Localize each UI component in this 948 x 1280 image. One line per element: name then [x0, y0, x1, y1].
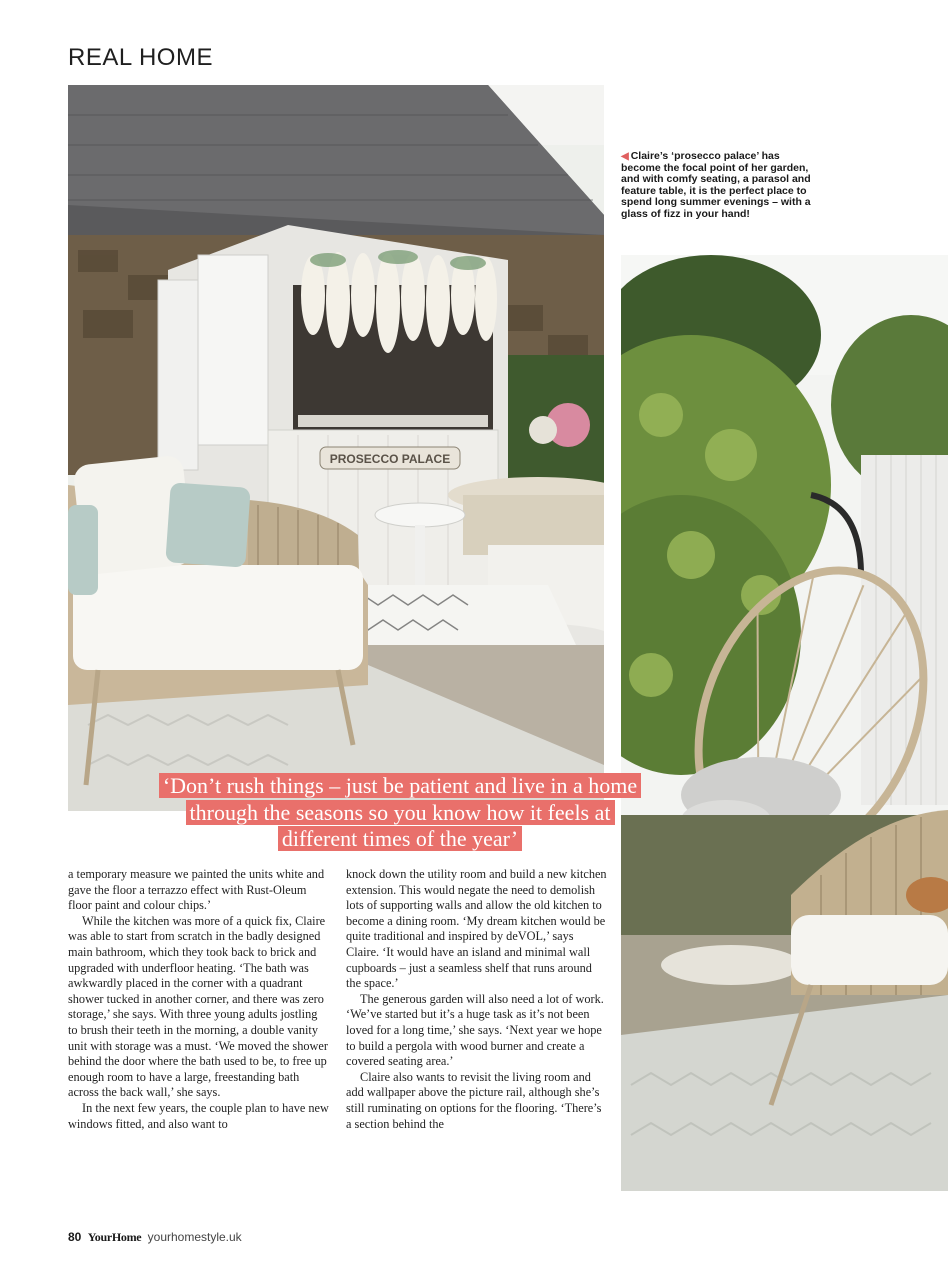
body-paragraph: a temporary measure we painted the units white and gave the floor a terrazzo effect with Rust-Oleum floor paint and colour chips.’ — [68, 867, 325, 913]
body-paragraph: Claire also wants to revisit the living room and add wallpaper above the picture rail, although she’s still ruminating on options for the flooring. ‘There’s a section behind the — [346, 1069, 602, 1131]
page-footer — [68, 1230, 242, 1245]
page-number: 80 — [68, 1230, 82, 1244]
body-paragraph: knock down the utility room and build a new kitchen extension. This would negate the need to demolish lots of supporting walls and allow the old kitchen to become a dining room. ‘My dream kitchen would be quite traditional and inspired by deVOL,’ says Claire. ‘It would have an island and minimal wall cupboards – just a seamless shelf that runs around the space.’ — [346, 867, 607, 991]
body-column-1 — [68, 867, 330, 1132]
prosecco-palace-sign: PROSECCO PALACE — [329, 452, 451, 466]
body-paragraph: The generous garden will also need a lot of work. ‘We’ve started but it’s a huge task as it’s not been loved for a long time,’ she says. ‘Next year we hope to build a pergola with wood burner and create a covered seating area.’ — [346, 991, 604, 1069]
body-paragraph: While the kitchen was more of a quick fix, Claire was able to start from scratch in the badly designed main bathroom, which they took back to brick and upgraded with underfloor heating. ‘The bath was awkwardly placed in the corner with a quadrant shower tucked in another corner, and there was zero storage,’ she says. With three young adults jostling to brush their teeth in the morning, a double vanity unit with storage was a must. ‘We moved the shower behind the door where the bath used to be, to free up enough room to have a large, freestanding bath across the back wall,’ she says. — [68, 913, 328, 1100]
caption-text: Claire’s ‘prosecco palace’ has become the focal point of her garden, and with comfy seating, a parasol and feature table, it is the perfect place to spend long summer evenings – with a glass of fizz in your hand! — [621, 150, 811, 220]
left-triangle-icon: ◀ — [621, 151, 629, 162]
section-label: REAL HOME — [68, 44, 213, 71]
magazine-logo: YourHome — [87, 1230, 142, 1244]
body-paragraph: In the next few years, the couple plan to have new windows fitted, and also want to — [68, 1100, 329, 1131]
body-column-2 — [346, 867, 608, 1132]
pull-quote — [110, 773, 690, 853]
side-garden-photo — [621, 255, 948, 1191]
pull-quote-line-3: different times of the year’ — [278, 826, 522, 851]
pull-quote-line-2: through the seasons so you know how it feels at — [186, 800, 615, 825]
pull-quote-line-1: ‘Don’t rush things – just be patient and live in a home — [159, 773, 641, 798]
website-url: yourhomestyle.uk — [147, 1230, 242, 1244]
photo-caption — [621, 151, 811, 221]
main-garden-photo — [68, 85, 604, 811]
